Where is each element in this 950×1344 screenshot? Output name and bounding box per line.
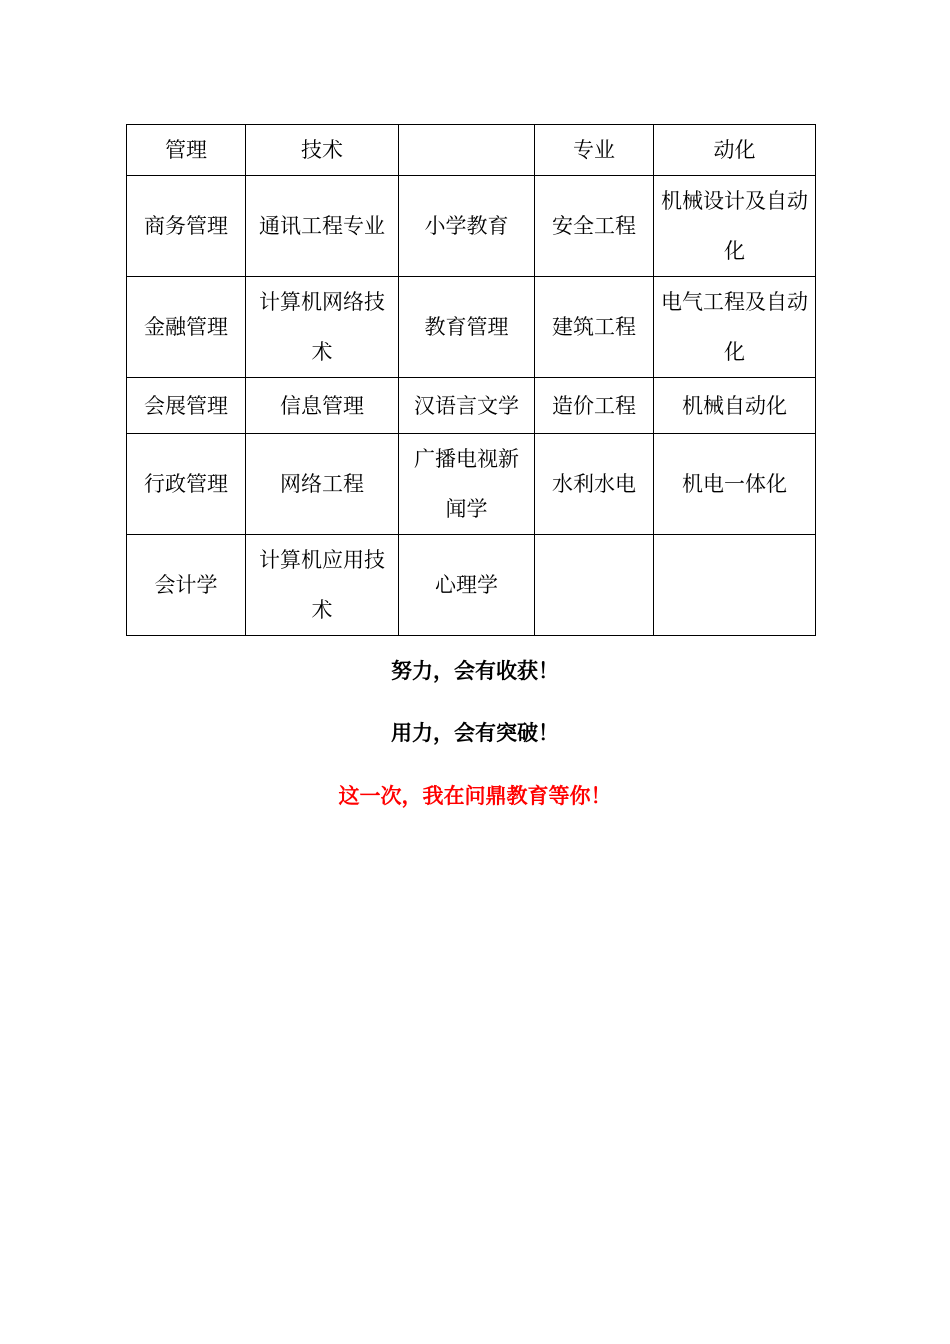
table-cell: 建筑工程 [535, 277, 654, 378]
table-cell: 动化 [654, 125, 816, 176]
table-cell: 机械自动化 [654, 378, 816, 434]
table-row [127, 378, 816, 434]
table-row [127, 125, 816, 176]
table-cell: 网络工程 [246, 434, 399, 535]
table-cell: 安全工程 [535, 176, 654, 277]
slogan-effort: 努力，会有收获！ [391, 659, 559, 683]
table-cell [654, 535, 816, 636]
table-row [127, 277, 816, 378]
table-row [127, 176, 816, 277]
table-cell: 电气工程及自动化 [654, 277, 816, 378]
slogan-invitation: 这一次，我在问鼎教育等你！ [338, 784, 612, 808]
table-cell: 机电一体化 [654, 434, 816, 535]
table-row [127, 535, 816, 636]
majors-table [126, 124, 816, 636]
slogan-breakthrough: 用力，会有突破！ [391, 721, 559, 745]
table-cell: 管理 [127, 125, 246, 176]
table-cell: 通讯工程专业 [246, 176, 399, 277]
table-cell: 小学教育 [399, 176, 535, 277]
table-cell: 汉语言文学 [399, 378, 535, 434]
table-cell [535, 535, 654, 636]
table-cell: 信息管理 [246, 378, 399, 434]
table-row [127, 434, 816, 535]
table-cell: 计算机应用技术 [246, 535, 399, 636]
table-cell: 广播电视新闻学 [399, 434, 535, 535]
table-cell: 金融管理 [127, 277, 246, 378]
table-cell: 机械设计及自动化 [654, 176, 816, 277]
table-cell: 造价工程 [535, 378, 654, 434]
table-cell: 教育管理 [399, 277, 535, 378]
table-cell: 心理学 [399, 535, 535, 636]
table-cell: 会计学 [127, 535, 246, 636]
table-cell: 商务管理 [127, 176, 246, 277]
table-cell [399, 125, 535, 176]
table-cell: 计算机网络技术 [246, 277, 399, 378]
table-cell: 专业 [535, 125, 654, 176]
table-cell: 技术 [246, 125, 399, 176]
table-cell: 会展管理 [127, 378, 246, 434]
table-cell: 行政管理 [127, 434, 246, 535]
table-cell: 水利水电 [535, 434, 654, 535]
